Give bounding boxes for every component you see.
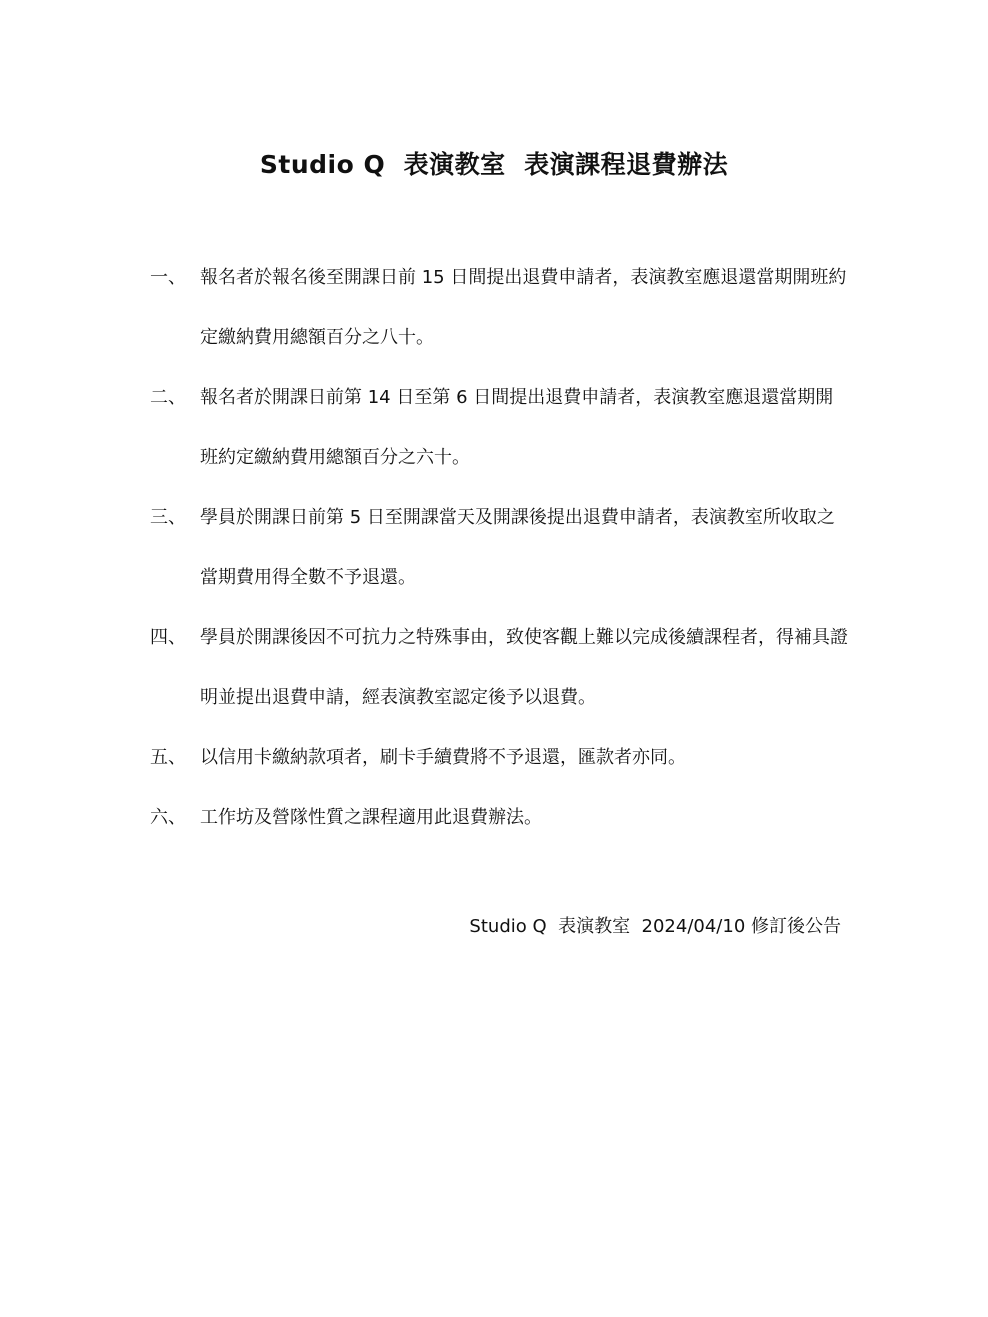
clause-text: 以信用卡繳納款項者，刷卡手續費將不予退還，匯款者亦同。 [200, 747, 686, 768]
refund-clause-list [150, 248, 850, 848]
clause-item [150, 788, 850, 848]
clause-text: 學員於開課後因不可抗力之特殊事由，致使客觀上難以完成後續課程者，得補具證明並提出退費申請，經表演教室認定後予以退費。 [200, 627, 848, 708]
clause-item [150, 368, 850, 488]
revision-notice: Studio Q 表演教室 2024/04/10 修訂後公告 [469, 916, 841, 937]
clause-item [150, 728, 850, 788]
clause-number: 二、 [150, 387, 186, 408]
clause-item [150, 608, 850, 728]
clause-text: 報名者於報名後至開課日前 15 日間提出退費申請者，表演教室應退還當期開班約定繳納費用總額百分之八十。 [200, 267, 847, 348]
clause-number: 六、 [150, 807, 186, 828]
clause-number: 一、 [150, 267, 186, 288]
clause-number: 五、 [150, 747, 186, 768]
document-title: Studio Q 表演教室 表演課程退費辦法 [259, 149, 729, 179]
clause-item [150, 488, 850, 608]
clause-text: 學員於開課日前第 5 日至開課當天及開課後提出退費申請者，表演教室所收取之當期費用得全數不予退還。 [200, 507, 835, 588]
clause-number: 四、 [150, 627, 186, 648]
clause-text: 報名者於開課日前第 14 日至第 6 日間提出退費申請者，表演教室應退還當期開班約定繳納費用總額百分之六十。 [200, 387, 834, 468]
clause-text: 工作坊及營隊性質之課程適用此退費辦法。 [200, 807, 542, 828]
clause-number: 三、 [150, 507, 186, 528]
clause-item [150, 248, 850, 368]
